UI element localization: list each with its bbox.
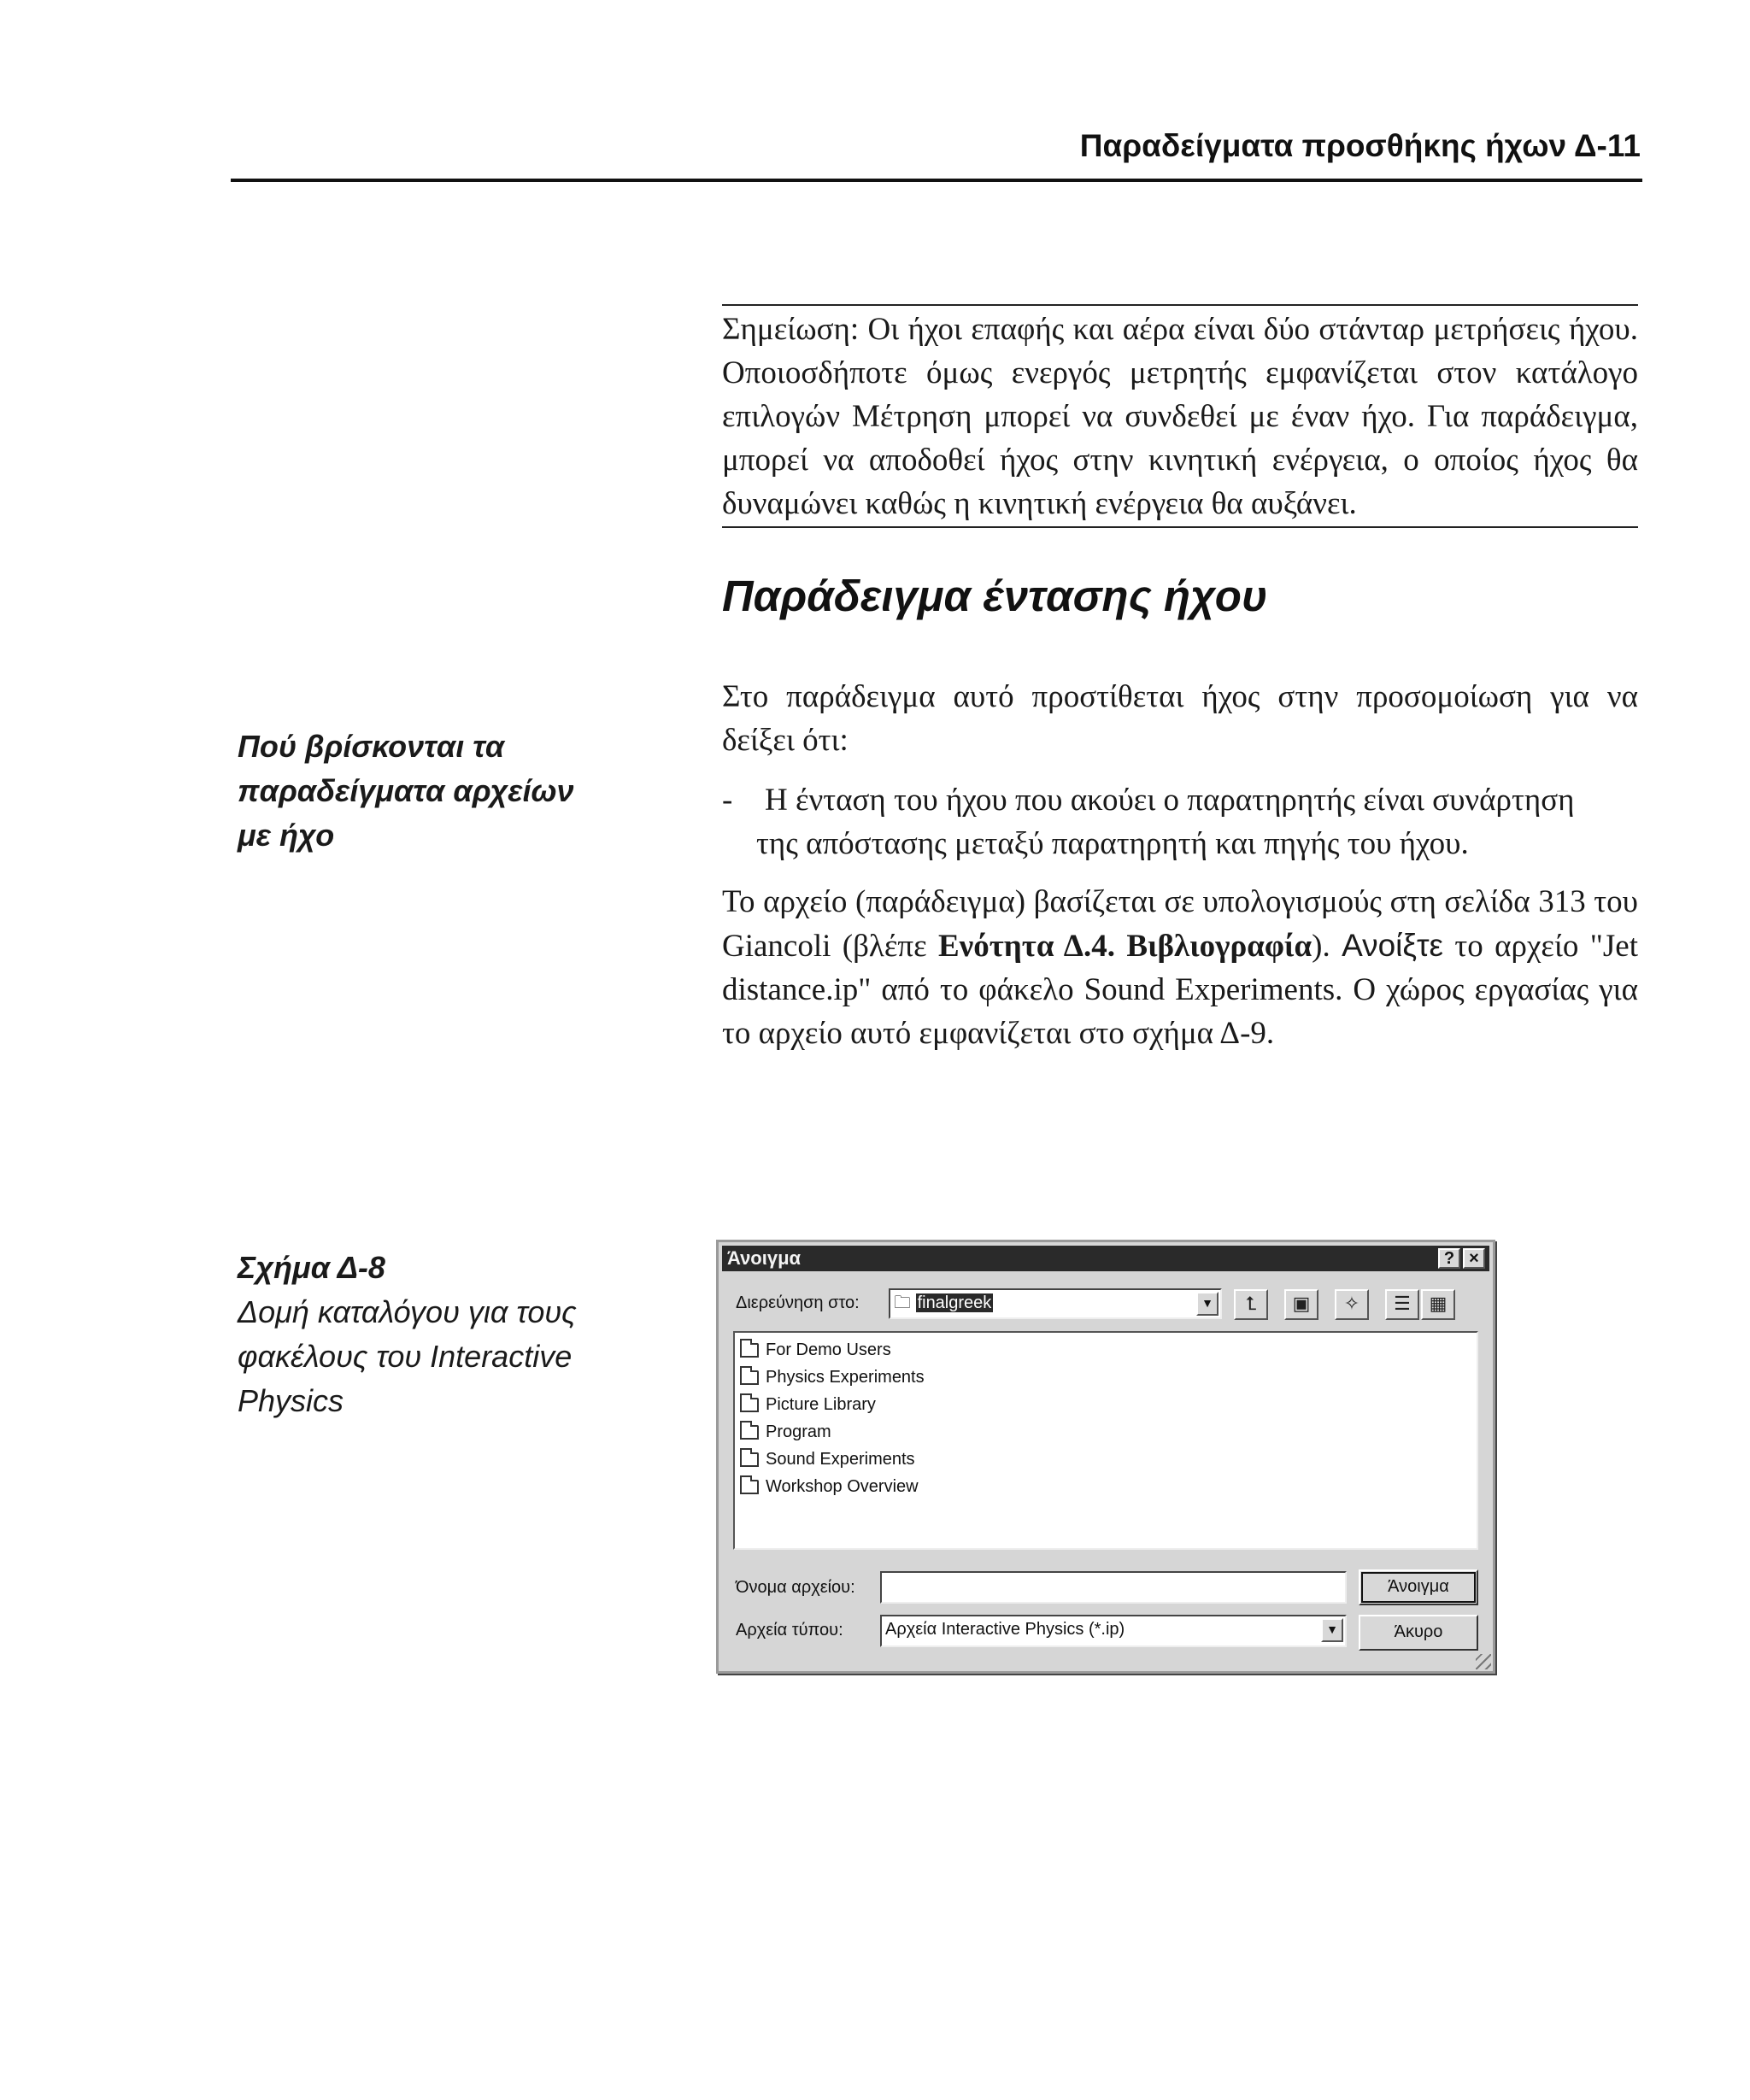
list-item[interactable]: Picture Library bbox=[735, 1391, 1477, 1418]
chevron-down-icon[interactable]: ▼ bbox=[1196, 1292, 1219, 1316]
details-view-icon[interactable]: ▦ bbox=[1421, 1289, 1455, 1320]
dialog-title: Άνοιγμα bbox=[727, 1247, 802, 1269]
body-paragraph bbox=[722, 880, 1638, 1055]
folder-icon bbox=[740, 1343, 759, 1358]
bullet-line-2: της απόστασης μεταξύ παρατηρητή και πηγής του ήχου. bbox=[756, 826, 1469, 861]
intro-paragraph: Στο παράδειγμα αυτό προστίθεται ήχος στην προσομοίωση για να δείξει ότι: bbox=[722, 679, 1638, 758]
look-in-label: Διερεύνηση στο: bbox=[736, 1293, 860, 1312]
help-button[interactable]: ? bbox=[1438, 1248, 1460, 1269]
folder-icon bbox=[740, 1370, 759, 1385]
bullet-line-1: Η ένταση του ήχου που ακούει ο παρατηρητής είναι συνάρτηση bbox=[765, 783, 1575, 818]
body-text-3: το αρχείο "Jet distance.ip" από το φάκελο Sound Experiments. Ο χώρος εργασίας για το αρχείο αυτό εμφανίζεται στο σχήμα Δ-9. bbox=[722, 929, 1638, 1051]
file-name-input[interactable] bbox=[880, 1571, 1347, 1604]
body-text-2: ). bbox=[1312, 929, 1342, 964]
bullet-dash: - bbox=[722, 783, 733, 818]
chevron-down-icon[interactable]: ▼ bbox=[1321, 1618, 1343, 1642]
folder-list[interactable] bbox=[733, 1331, 1478, 1550]
figure-number: Σχήμα Δ-8 bbox=[238, 1250, 385, 1285]
figure-label bbox=[238, 1246, 596, 1423]
look-in-dropdown[interactable] bbox=[889, 1288, 1222, 1319]
close-button[interactable]: × bbox=[1463, 1248, 1485, 1269]
body-text-open: Ανοίξτε bbox=[1342, 928, 1444, 963]
bibliography-reference: Ενότητα Δ.4. Βιβλιογραφία bbox=[937, 929, 1312, 964]
bullet-item bbox=[722, 778, 1638, 865]
header-rule bbox=[231, 179, 1642, 182]
file-type-value: Αρχεία Interactive Physics (*.ip) bbox=[885, 1620, 1125, 1639]
open-file-dialog bbox=[716, 1240, 1495, 1674]
look-in-value: finalgreek bbox=[917, 1293, 992, 1312]
desktop-icon[interactable]: ▣ bbox=[1284, 1289, 1318, 1320]
page-header-title: Παραδείγματα προσθήκης ήχων Δ-11 bbox=[1079, 128, 1641, 163]
file-type-label: Αρχεία τύπου: bbox=[736, 1621, 843, 1640]
list-view-icon[interactable]: ☰ bbox=[1385, 1289, 1419, 1320]
resize-grip-icon[interactable] bbox=[1476, 1654, 1491, 1669]
dialog-titlebar[interactable] bbox=[722, 1246, 1489, 1271]
folder-icon: 🗀 bbox=[894, 1293, 911, 1312]
figure-caption: Δομή καταλόγου για τους φακέλους του Interactive Physics bbox=[238, 1294, 577, 1418]
folder-icon bbox=[740, 1425, 759, 1440]
body-text-1: Το αρχείο (παράδειγμα) βασίζεται σε υπολογισμούς στη σελίδα 313 του Giancoli (βλέπε bbox=[722, 884, 1638, 964]
cancel-button[interactable]: Άκυρο bbox=[1359, 1615, 1478, 1651]
list-item[interactable]: For Demo Users bbox=[735, 1336, 1477, 1364]
up-folder-icon[interactable]: ⮤ bbox=[1234, 1289, 1268, 1320]
list-item[interactable]: Sound Experiments bbox=[735, 1446, 1477, 1473]
section-heading: Παράδειγμα έντασης ήχου bbox=[722, 572, 1268, 620]
file-type-dropdown[interactable] bbox=[880, 1615, 1347, 1647]
list-item[interactable]: Physics Experiments bbox=[735, 1364, 1477, 1391]
list-item[interactable]: Workshop Overview bbox=[735, 1473, 1477, 1500]
folder-icon bbox=[740, 1480, 759, 1494]
folder-icon bbox=[740, 1452, 759, 1467]
open-button[interactable]: Άνοιγμα bbox=[1359, 1569, 1478, 1605]
margin-note-where: Πού βρίσκονται τα παραδείγματα αρχείων με ήχο bbox=[238, 729, 574, 853]
new-folder-icon[interactable]: ✧ bbox=[1335, 1289, 1369, 1320]
note-box: Σημείωση: Οι ήχοι επαφής και αέρα είναι δύο στάνταρ μετρήσεις ήχου. Οποιοσδήποτε όμως ενεργός μετρητής εμφανίζεται στον κατάλογο επιλογών Μέτρηση μπορεί να συνδεθεί με έναν ήχο. Για παράδειγμα, μπορεί να αποδοθεί ήχος στην κινητική ενέργεια, ο οποίος ήχος θα δυναμώνει καθώς η κινητική ενέργεια θα αυξάνει. bbox=[722, 304, 1638, 528]
file-name-label: Όνομα αρχείου: bbox=[736, 1578, 855, 1597]
folder-icon bbox=[740, 1398, 759, 1412]
list-item[interactable]: Program bbox=[735, 1418, 1477, 1446]
